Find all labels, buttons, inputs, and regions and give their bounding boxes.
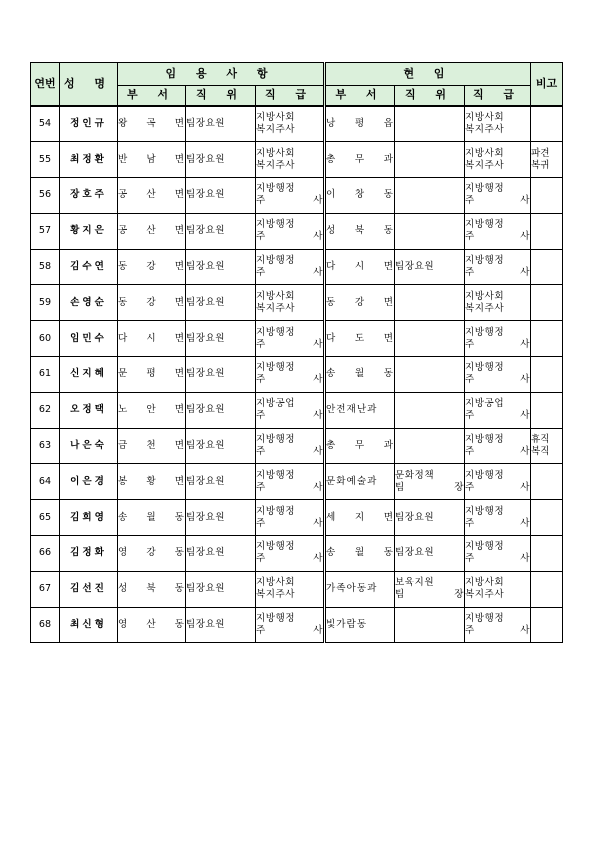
- appointment-position: 팀장요원: [186, 464, 256, 500]
- appointment-grade: 지방행정 주 사: [256, 536, 325, 572]
- appointment-dept: 봉 황 면: [118, 464, 186, 500]
- row-number: 64: [31, 464, 60, 500]
- table-row: [31, 571, 563, 607]
- table-row: [31, 428, 563, 464]
- header-note: 비고: [531, 63, 563, 106]
- employee-name: 김선진: [60, 571, 118, 607]
- current-position: [395, 142, 465, 178]
- appointment-position: 팀장요원: [186, 249, 256, 285]
- note-cell: 휴직 복직: [531, 428, 563, 464]
- note-cell: 파견 복귀: [531, 142, 563, 178]
- current-grade: 지방사회 복지주사: [465, 571, 531, 607]
- current-position: 팀장요원: [395, 249, 465, 285]
- table-row: [31, 249, 563, 285]
- current-dept: 총 무 과: [325, 428, 395, 464]
- current-dept: 동 강 면: [325, 285, 395, 321]
- employee-name: 손영순: [60, 285, 118, 321]
- appointment-grade: 지방행정 주 사: [256, 357, 325, 393]
- current-position: [395, 321, 465, 357]
- appointment-grade: 지방행정 주 사: [256, 607, 325, 643]
- current-dept: 송 월 동: [325, 536, 395, 572]
- current-grade: 지방공업 주 사: [465, 392, 531, 428]
- row-number: 57: [31, 213, 60, 249]
- current-dept: 성 북 동: [325, 213, 395, 249]
- appointment-dept: 금 천 면: [118, 428, 186, 464]
- table-body: [31, 106, 563, 643]
- appointment-dept: 문 평 면: [118, 357, 186, 393]
- current-grade: 지방행정 주 사: [465, 178, 531, 214]
- note-cell: [531, 178, 563, 214]
- appointment-grade: 지방행정 주 사: [256, 321, 325, 357]
- header-current-position: 직 위: [395, 86, 465, 106]
- appointment-position: 팀장요원: [186, 106, 256, 142]
- current-position: 문화정책 팀 장: [395, 464, 465, 500]
- table-row: [31, 392, 563, 428]
- header-current: 현 임: [325, 63, 531, 86]
- note-cell: [531, 464, 563, 500]
- header-appointment: 임 용 사 항: [118, 63, 325, 86]
- note-cell: [531, 357, 563, 393]
- row-number: 66: [31, 536, 60, 572]
- appointment-dept: 다 시 면: [118, 321, 186, 357]
- appointment-position: 팀장요원: [186, 536, 256, 572]
- current-dept: 빛가람동: [325, 607, 395, 643]
- note-cell: [531, 285, 563, 321]
- appointment-grade: 지방행정 주 사: [256, 178, 325, 214]
- current-position: 팀장요원: [395, 536, 465, 572]
- current-dept: 가족아동과: [325, 571, 395, 607]
- table-row: [31, 500, 563, 536]
- note-cell: [531, 321, 563, 357]
- current-grade: 지방사회 복지주사: [465, 106, 531, 142]
- appointment-dept: 영 산 동: [118, 607, 186, 643]
- current-grade: 지방행정 주 사: [465, 213, 531, 249]
- appointment-position: 팀장요원: [186, 178, 256, 214]
- employee-name: 오정택: [60, 392, 118, 428]
- note-cell: [531, 607, 563, 643]
- employee-name: 김수연: [60, 249, 118, 285]
- appointment-position: 팀장요원: [186, 321, 256, 357]
- appointment-position: 팀장요원: [186, 500, 256, 536]
- appointment-position: 팀장요원: [186, 428, 256, 464]
- appointment-position: 팀장요원: [186, 607, 256, 643]
- current-grade: 지방행정 주 사: [465, 536, 531, 572]
- header-name: 성 명: [60, 63, 118, 106]
- note-cell: [531, 106, 563, 142]
- current-position: [395, 178, 465, 214]
- current-position: [395, 357, 465, 393]
- appointment-dept: 왕 곡 면: [118, 106, 186, 142]
- note-cell: [531, 213, 563, 249]
- current-grade: 지방행정 주 사: [465, 249, 531, 285]
- employee-name: 황지은: [60, 213, 118, 249]
- employee-name: 김희영: [60, 500, 118, 536]
- current-dept: 송 월 동: [325, 357, 395, 393]
- current-grade: 지방사회 복지주사: [465, 142, 531, 178]
- appointment-position: 팀장요원: [186, 285, 256, 321]
- row-number: 62: [31, 392, 60, 428]
- appointment-position: 팀장요원: [186, 357, 256, 393]
- row-number: 65: [31, 500, 60, 536]
- header-appointment-grade: 직 급: [256, 86, 325, 106]
- note-cell: [531, 392, 563, 428]
- note-cell: [531, 249, 563, 285]
- table-row: [31, 357, 563, 393]
- note-cell: [531, 571, 563, 607]
- employee-name: 최신형: [60, 607, 118, 643]
- note-cell: [531, 536, 563, 572]
- current-grade: 지방행정 주 사: [465, 321, 531, 357]
- appointment-grade: 지방공업 주 사: [256, 392, 325, 428]
- current-grade: 지방사회 복지주사: [465, 285, 531, 321]
- appointment-position: 팀장요원: [186, 142, 256, 178]
- header-current-dept: 부 서: [325, 86, 395, 106]
- employee-name: 신지혜: [60, 357, 118, 393]
- table-row: [31, 607, 563, 643]
- appointment-dept: 노 안 면: [118, 392, 186, 428]
- appointment-dept: 영 강 동: [118, 536, 186, 572]
- employee-name: 장호주: [60, 178, 118, 214]
- appointment-grade: 지방사회 복지주사: [256, 285, 325, 321]
- row-number: 59: [31, 285, 60, 321]
- employee-name: 나은숙: [60, 428, 118, 464]
- appointment-grade: 지방행정 주 사: [256, 249, 325, 285]
- appointment-grade: 지방사회 복지주사: [256, 571, 325, 607]
- appointment-dept: 공 산 면: [118, 178, 186, 214]
- current-position: [395, 607, 465, 643]
- current-position: [395, 428, 465, 464]
- current-grade: 지방행정 주 사: [465, 357, 531, 393]
- appointment-dept: 동 강 면: [118, 285, 186, 321]
- current-grade: 지방행정 주 사: [465, 464, 531, 500]
- current-dept: 다 도 면: [325, 321, 395, 357]
- current-position: [395, 213, 465, 249]
- appointment-dept: 반 남 면: [118, 142, 186, 178]
- employee-name: 임민수: [60, 321, 118, 357]
- row-number: 56: [31, 178, 60, 214]
- appointment-position: 팀장요원: [186, 213, 256, 249]
- current-grade: 지방행정 주 사: [465, 607, 531, 643]
- current-position: [395, 392, 465, 428]
- employee-name: 이은경: [60, 464, 118, 500]
- row-number: 68: [31, 607, 60, 643]
- current-dept: 낭 평 읍: [325, 106, 395, 142]
- header-appointment-dept: 부 서: [118, 86, 186, 106]
- row-number: 54: [31, 106, 60, 142]
- current-dept: 안전재난과: [325, 392, 395, 428]
- row-number: 67: [31, 571, 60, 607]
- current-position: 팀장요원: [395, 500, 465, 536]
- header-no: 연번: [31, 63, 60, 106]
- row-number: 61: [31, 357, 60, 393]
- current-position: [395, 285, 465, 321]
- appointment-grade: 지방행정 주 사: [256, 213, 325, 249]
- table-row: [31, 142, 563, 178]
- table-row: [31, 536, 563, 572]
- current-dept: 총 무 과: [325, 142, 395, 178]
- employee-name: 김정화: [60, 536, 118, 572]
- appointment-dept: 동 강 면: [118, 249, 186, 285]
- appointment-dept: 성 북 동: [118, 571, 186, 607]
- appointment-position: 팀장요원: [186, 392, 256, 428]
- row-number: 58: [31, 249, 60, 285]
- personnel-table: [30, 62, 563, 643]
- current-dept: 세 지 면: [325, 500, 395, 536]
- note-cell: [531, 500, 563, 536]
- current-dept: 다 시 면: [325, 249, 395, 285]
- appointment-dept: 송 월 동: [118, 500, 186, 536]
- row-number: 60: [31, 321, 60, 357]
- appointment-grade: 지방행정 주 사: [256, 428, 325, 464]
- appointment-grade: 지방행정 주 사: [256, 500, 325, 536]
- table-row: [31, 178, 563, 214]
- header-appointment-position: 직 위: [186, 86, 256, 106]
- table-row: [31, 106, 563, 142]
- current-grade: 지방행정 주 사: [465, 428, 531, 464]
- current-dept: 이 창 동: [325, 178, 395, 214]
- employee-name: 최정환: [60, 142, 118, 178]
- appointment-position: 팀장요원: [186, 571, 256, 607]
- table-row: [31, 285, 563, 321]
- row-number: 55: [31, 142, 60, 178]
- appointment-grade: 지방사회 복지주사: [256, 142, 325, 178]
- header-current-grade: 직 급: [465, 86, 531, 106]
- current-position: 보육지원 팀 장: [395, 571, 465, 607]
- employee-name: 정인규: [60, 106, 118, 142]
- appointment-grade: 지방행정 주 사: [256, 464, 325, 500]
- current-position: [395, 106, 465, 142]
- table-row: [31, 464, 563, 500]
- current-dept: 문화예술과: [325, 464, 395, 500]
- appointment-grade: 지방사회 복지주사: [256, 106, 325, 142]
- appointment-dept: 공 산 면: [118, 213, 186, 249]
- row-number: 63: [31, 428, 60, 464]
- table-row: [31, 213, 563, 249]
- current-grade: 지방행정 주 사: [465, 500, 531, 536]
- table-row: [31, 321, 563, 357]
